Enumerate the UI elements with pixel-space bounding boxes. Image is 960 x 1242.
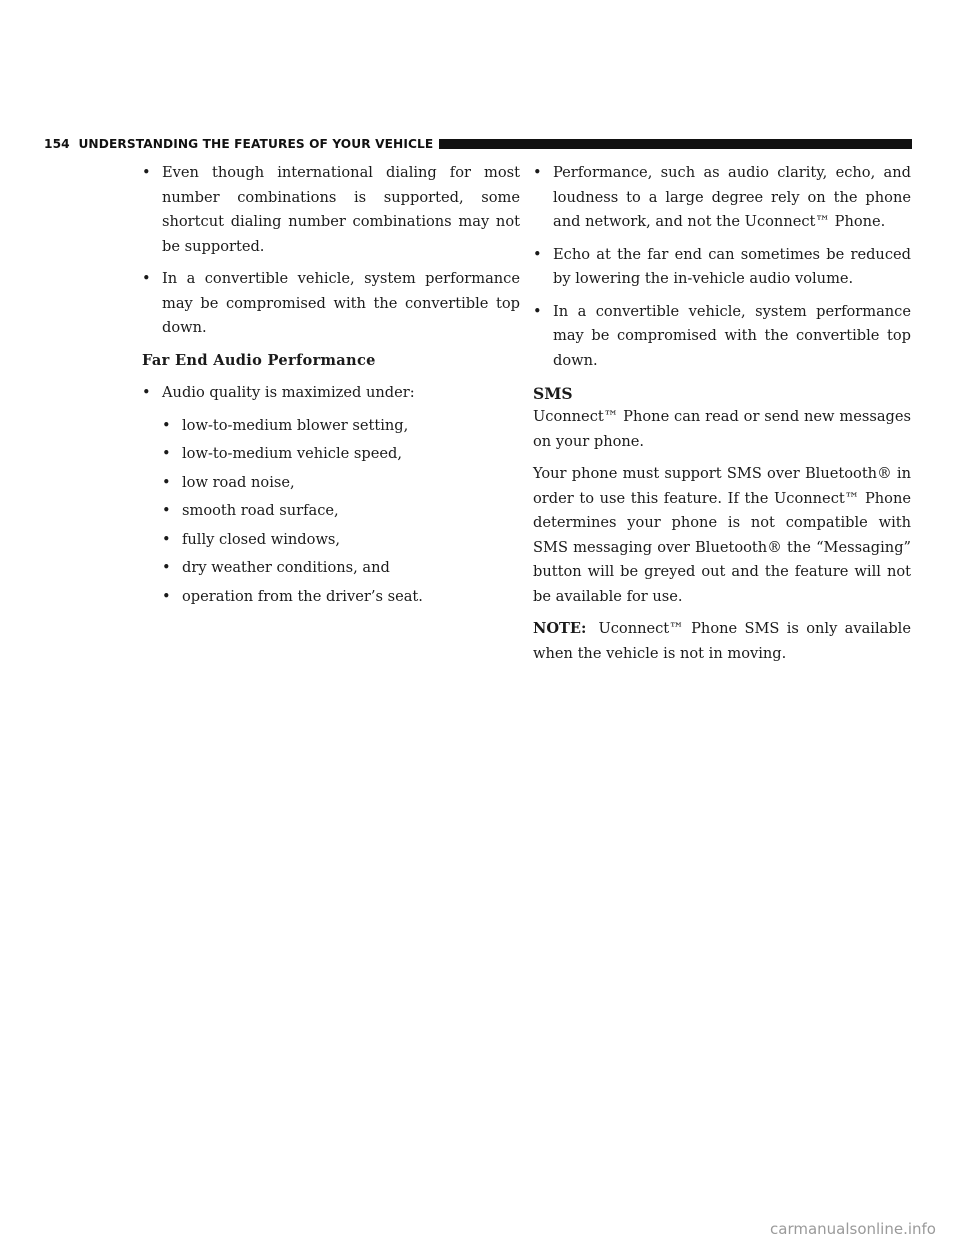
bullet-icon: • [162, 587, 171, 605]
list-item-text: Performance, such as audio clarity, echo, and loudness to a large degree rely on the phone and network, and not the Uconnect™ Phone. [553, 164, 911, 230]
list-item [142, 381, 520, 406]
watermark: carmanualsonline.info [770, 1220, 936, 1238]
list-item-text: low-to-medium blower setting, [182, 416, 409, 434]
page-header [44, 136, 912, 151]
list-item [533, 161, 911, 235]
sub-list-item [162, 556, 520, 581]
chapter-title: UNDERSTANDING THE FEATURES OF YOUR VEHICLE [78, 136, 434, 151]
bullet-icon: • [162, 502, 171, 519]
bullet-icon: • [142, 384, 151, 401]
bullet-icon: • [142, 164, 151, 181]
right-column [533, 161, 911, 674]
header-rule [439, 139, 912, 149]
note-text: Uconnect™ Phone SMS is only available when the vehicle is not in moving. [533, 620, 911, 662]
page-header-text [44, 137, 433, 151]
page-number: 154 [44, 136, 70, 151]
note-paragraph [533, 617, 911, 666]
list-item-text: operation from the driver’s seat. [182, 587, 423, 605]
list-item-text: low road noise, [182, 473, 295, 491]
list-item-text: smooth road surface, [182, 502, 339, 519]
list-item [142, 161, 520, 259]
list-item [142, 267, 520, 341]
bullet-icon: • [162, 445, 171, 462]
bullet-icon: • [162, 559, 171, 576]
sub-list-item [162, 471, 520, 496]
list-item-text: In a convertible vehicle, system performance may be compromised with the convertible top down. [553, 302, 911, 369]
bullet-icon: • [162, 416, 171, 434]
sms-paragraph: Uconnect™ Phone can read or send new messages on your phone. [533, 408, 911, 450]
list-item-text: low-to-medium vehicle speed, [182, 445, 402, 462]
list-item [533, 300, 911, 374]
sub-list-item [162, 414, 520, 439]
list-item-text: Echo at the far end can sometimes be reduced by lowering the in-vehicle audio volume. [553, 245, 911, 287]
note-label: NOTE: [533, 620, 587, 637]
sub-list-item [162, 499, 520, 524]
bullet-icon: • [533, 164, 542, 181]
sub-list-item [162, 585, 520, 610]
list-item-text: In a convertible vehicle, system performance may be compromised with the convertible top down. [162, 270, 520, 336]
list-item-text: Audio quality is maximized under: [162, 384, 415, 401]
left-column [142, 161, 520, 613]
section-heading-far-end-audio: Far End Audio Performance [142, 351, 376, 369]
bullet-icon: • [533, 245, 542, 263]
list-item [533, 243, 911, 292]
sub-list-item [162, 528, 520, 553]
bullet-icon: • [162, 473, 171, 491]
bullet-icon: • [162, 530, 171, 548]
bullet-icon: • [142, 270, 151, 287]
list-item-text: dry weather conditions, and [182, 559, 390, 576]
section-heading-sms: SMS [533, 384, 573, 403]
list-item-text: fully closed windows, [182, 530, 341, 548]
sub-list-item [162, 442, 520, 467]
bullet-icon: • [533, 302, 542, 320]
sms-paragraph: Your phone must support SMS over Bluetooth® in order to use this feature. If the Uconnect™ Phone determines your phone is not compatible with SMS messaging over Bluetooth® the “Messaging” button will be greyed out and the feature will not be available for use. [533, 465, 911, 605]
list-item-text: Even though international dialing for most number combinations is supported, some shortcut dialing number combinations may not be supported. [162, 164, 520, 255]
